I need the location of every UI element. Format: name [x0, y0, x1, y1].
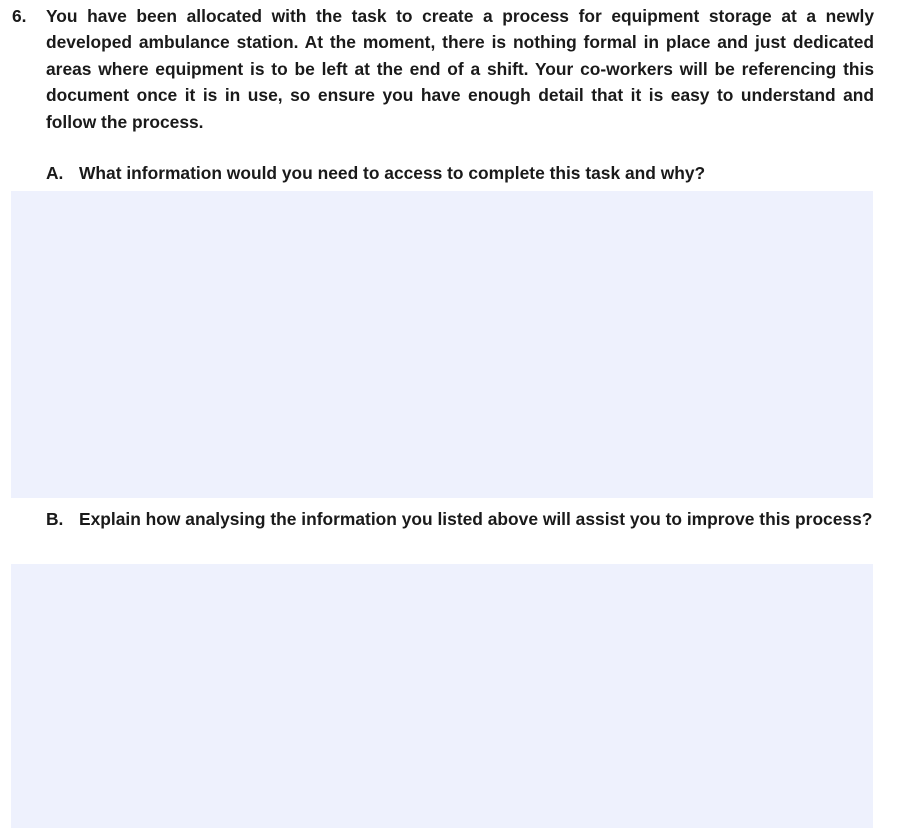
part-b-text: Explain how analysing the information you listed above will assist you to improve this process? — [79, 509, 873, 529]
question-number: 6. — [12, 6, 27, 26]
part-b-answer-field[interactable] — [11, 564, 873, 828]
part-a-answer-field[interactable] — [11, 191, 873, 498]
part-b-letter: B. — [46, 509, 64, 529]
part-a-text: What information would you need to access to complete this task and why? — [79, 163, 706, 183]
part-a-prompt — [46, 160, 846, 187]
part-a-letter: A. — [46, 163, 64, 183]
part-b-prompt — [46, 506, 874, 533]
question-6 — [12, 3, 874, 135]
question-text: You have been allocated with the task to create a process for equipment storage at a newly developed ambulance station. At the moment, there is nothing formal in place and just dedicated areas where equipment is to be left at the end of a shift. Your co-workers will be referencing this document once it is in use, so ensure you have enough detail that it is easy to understand and follow the process. — [46, 6, 874, 132]
